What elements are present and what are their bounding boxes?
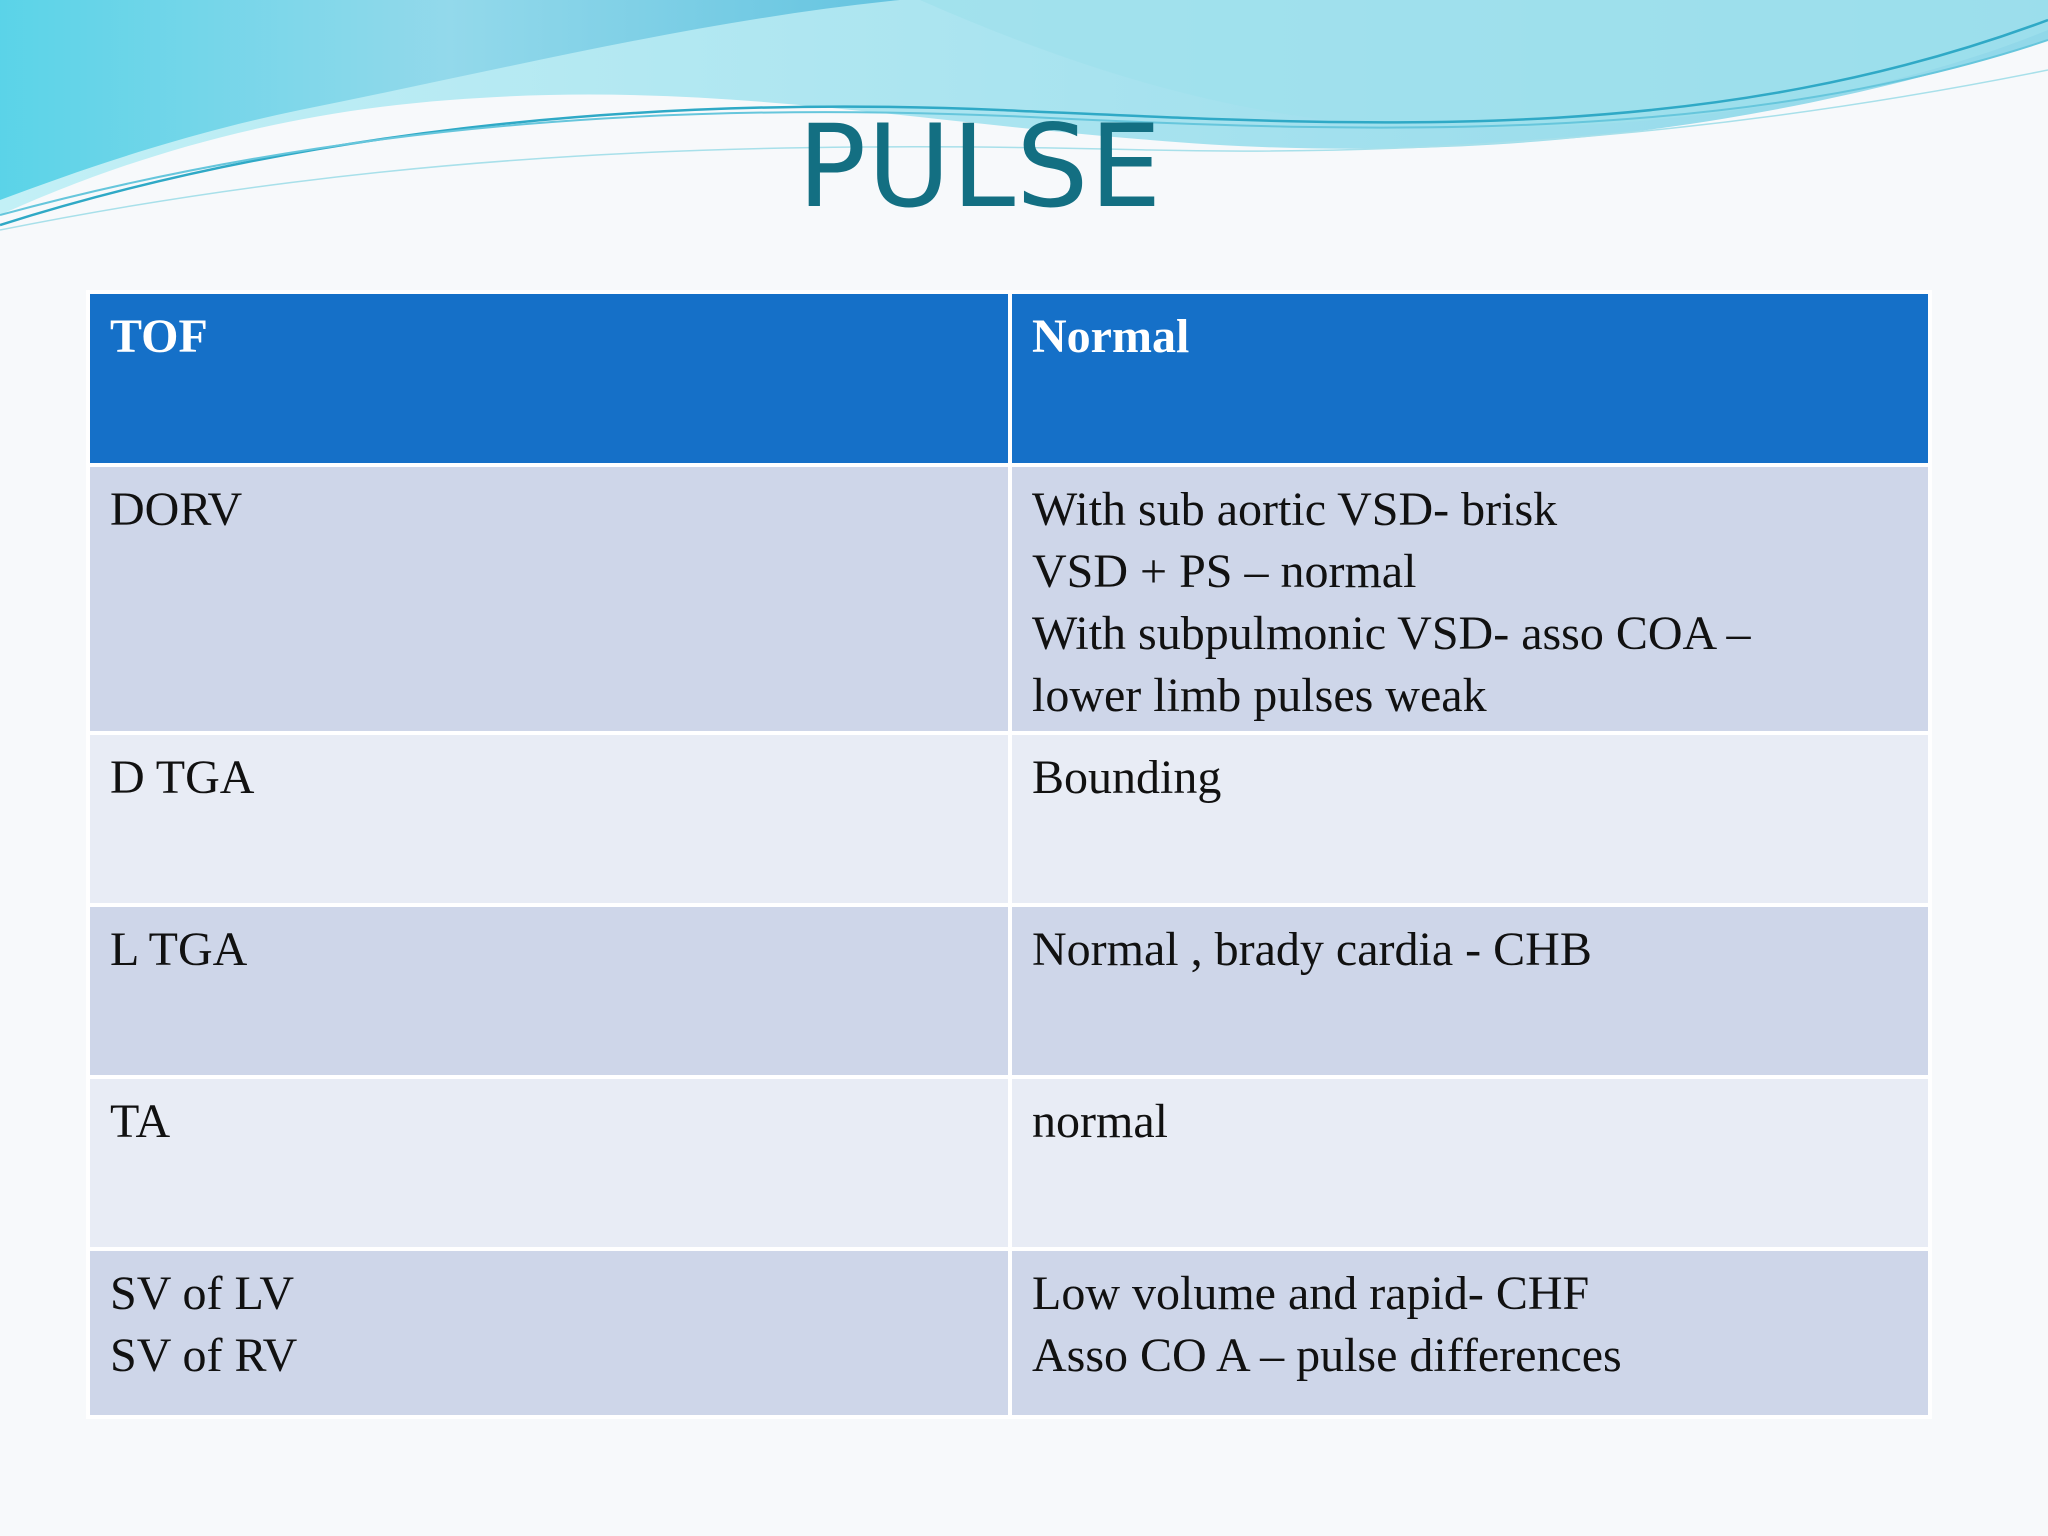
pulse-cell: Low volume and rapid- CHF Asso CO A – pulse differences bbox=[1010, 1249, 1930, 1417]
header-cell-condition: TOF bbox=[88, 292, 1010, 465]
table-row bbox=[88, 465, 1930, 733]
condition-cell: D TGA bbox=[88, 733, 1010, 905]
condition-cell: DORV bbox=[88, 465, 1010, 733]
pulse-cell: normal bbox=[1010, 1077, 1930, 1249]
pulse-comparison-table bbox=[86, 290, 1932, 1419]
pulse-table-container bbox=[86, 290, 1928, 1419]
pulse-cell: With sub aortic VSD- brisk VSD + PS – normal With subpulmonic VSD- asso COA – lower limb pulses weak bbox=[1010, 465, 1930, 733]
table-row bbox=[88, 1077, 1930, 1249]
header-cell-pulse: Normal bbox=[1010, 292, 1930, 465]
slide-title: PULSE bbox=[797, 100, 1163, 233]
table-row bbox=[88, 1249, 1930, 1417]
table-row bbox=[88, 905, 1930, 1077]
pulse-cell: Bounding bbox=[1010, 733, 1930, 905]
condition-cell: TA bbox=[88, 1077, 1010, 1249]
condition-cell: SV of LV SV of RV bbox=[88, 1249, 1010, 1417]
table-header-row bbox=[88, 292, 1930, 465]
condition-cell: L TGA bbox=[88, 905, 1010, 1077]
table-row bbox=[88, 733, 1930, 905]
pulse-cell: Normal , brady cardia - CHB bbox=[1010, 905, 1930, 1077]
